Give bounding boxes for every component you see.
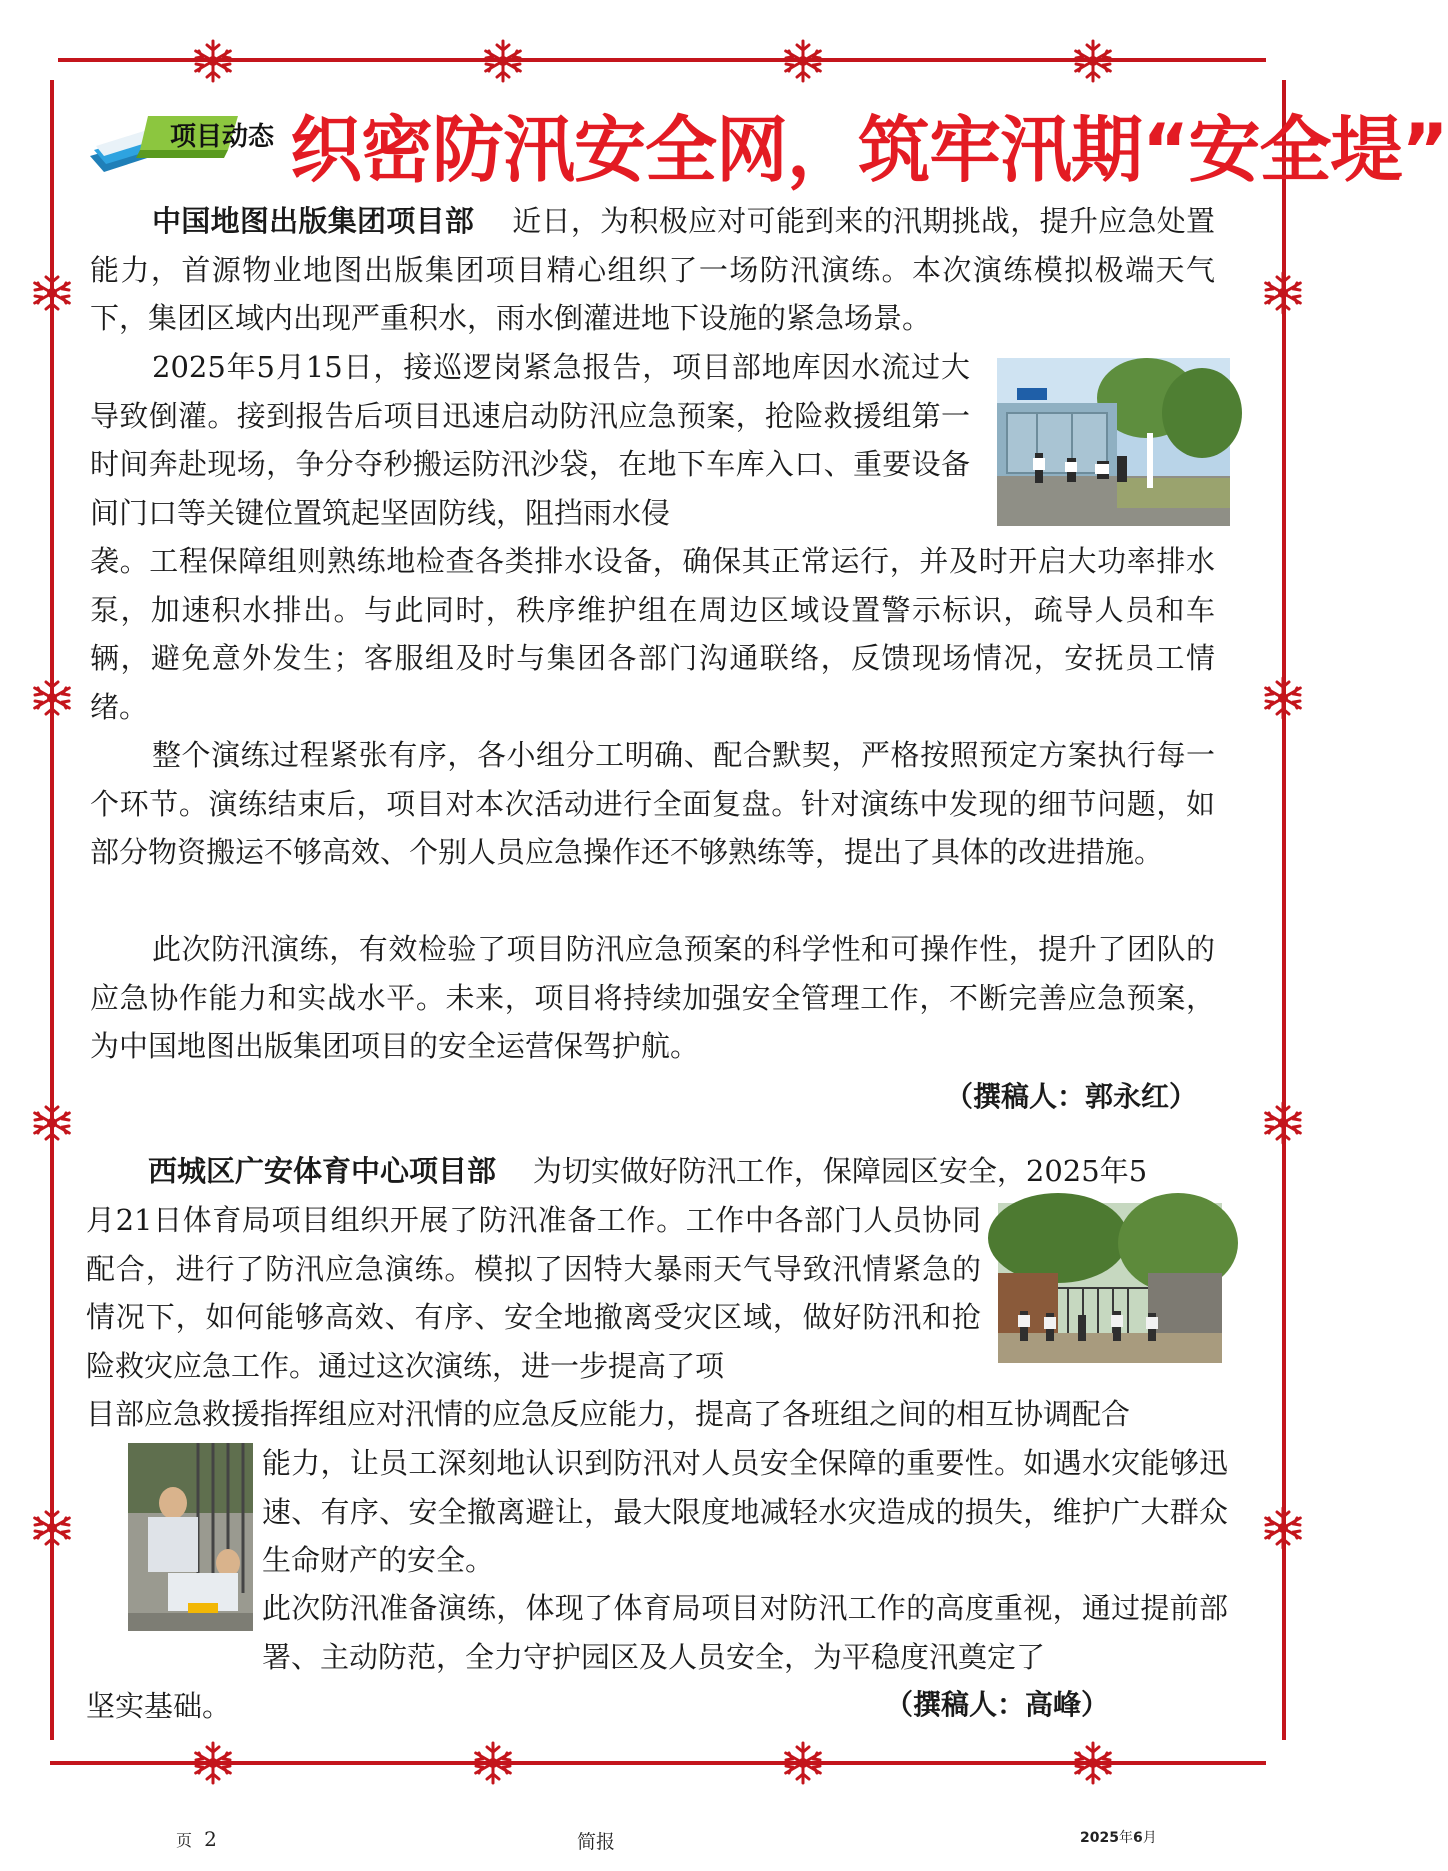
snowflake-icon [1260, 675, 1306, 721]
article2-paragraph: 此次防汛准备演练，体现了体育局项目对防汛工作的高度重视，通过提前部署、主动防范，全力守护园区及人员安全，为平稳度汛奠定了 [262, 1591, 1228, 1674]
article2-paragraph: 目部应急救援指挥组应对汛情的应急反应能力，提高了各班组之间的相互协调配合 [86, 1397, 1131, 1431]
article2-paragraph: 能力，让员工深刻地认识到防汛对人员安全保障的重要性。如遇水灾能够迅速、有序、安全撤离避让，最大限度地减轻水灾造成的损失，维护广大群众生命财产的安全。 [262, 1446, 1228, 1577]
snowflake-icon [470, 1740, 516, 1786]
snowflake-icon [29, 270, 75, 316]
article1-byline: （撰稿人：郭永红） [945, 1080, 1198, 1113]
article1-intro [90, 197, 1215, 343]
photo-underground-garage-drill [997, 358, 1230, 526]
issue-year-unit: 年 [1118, 1830, 1133, 1846]
photo-sandbag-barrier [128, 1443, 253, 1631]
snowflake-icon [780, 1740, 826, 1786]
bulletin-label: 简报 [577, 1831, 616, 1853]
frame-right-line [1282, 80, 1286, 1740]
article2-byline: （撰稿人：高峰） [885, 1688, 1110, 1721]
issue-month: 6 [1132, 1830, 1143, 1846]
page-prefix: 页 [176, 1831, 193, 1850]
snowflake-icon [190, 1740, 236, 1786]
snowflake-icon [1070, 1740, 1116, 1786]
page-number [176, 1827, 217, 1851]
snowflake-icon [29, 1505, 75, 1551]
article1-paragraph: 此次防汛演练，有效检验了项目防汛应急预案的科学性和可操作性，提升了团队的应急协作能力和实战水平。未来，项目将持续加强安全管理工作，不断完善应急预案，为中国地图出版集团项目的安全运营保驾护航。 [90, 932, 1215, 1063]
page-number-value: 2 [204, 1827, 217, 1851]
snowflake-icon [1070, 38, 1116, 84]
snowflake-icon [780, 38, 826, 84]
issue-date [1080, 1827, 1157, 1847]
article1-paragraph: 整个演练过程紧张有序，各小组分工明确、配合默契，严格按照预定方案执行每一个环节。演练结束后，项目对本次活动进行全面复盘。针对演练中发现的细节问题，如部分物资搬运不够高效、个别人员应急操作还不够熟练等，提出了具体的改进措施。 [90, 738, 1215, 869]
article2-intro [86, 1147, 1236, 1196]
snowflake-icon [480, 38, 526, 84]
article1-lead: 中国地图出版集团项目部 [152, 204, 475, 238]
snowflake-icon [29, 675, 75, 721]
snowflake-icon [190, 38, 236, 84]
photo-gate-evacuation-drill [998, 1203, 1222, 1363]
issue-year: 2025 [1080, 1830, 1119, 1846]
article2-paragraph: 月21日体育局项目组织开展了防汛准备工作。工作中各部门人员协同配合，进行了防汛应急演练。模拟了因特大暴雨天气导致汛情紧急的情况下，如何能够高效、有序、安全地撤离受灾区域，做好防汛和抢险救灾应急工作。通过这次演练，进一步提高了项 [86, 1203, 981, 1383]
snowflake-icon [1260, 270, 1306, 316]
article2-lead: 西城区广安体育中心项目部 [148, 1154, 497, 1188]
headline: 织密防汛安全网，筑牢汛期“安全堤” [290, 108, 1448, 192]
article2-paragraph: 坚实基础。 [86, 1689, 232, 1723]
snowflake-icon [1260, 1505, 1306, 1551]
section-label: 项目动态 [170, 122, 275, 152]
issue-month-unit: 月 [1142, 1830, 1157, 1846]
article1-paragraph: 近日，为积极应对可能到来的汛期挑战，提升应急处置能力，首源物业地图出版集团项目精心组织了一场防汛演练。本次演练模拟极端天气下，集团区域内出现严重积水，雨水倒灌进地下设施的紧急场景。 [90, 204, 1215, 335]
frame-left-line [50, 80, 54, 1740]
article2-paragraph: 为切实做好防汛工作，保障园区安全，2025年5 [532, 1154, 1148, 1188]
snowflake-icon [29, 1100, 75, 1146]
snowflake-icon [1260, 1100, 1306, 1146]
article1-paragraph: 2025年5月15日，接巡逻岗紧急报告，项目部地库因水流过大导致倒灌。接到报告后项目迅速启动防汛应急预案，抢险救援组第一时间奔赴现场，争分夺秒搬运防汛沙袋，在地下车库入口、重要设备间门口等关键位置筑起坚固防线，阻挡雨水侵 [90, 350, 970, 530]
article1-paragraph: 袭。工程保障组则熟练地检查各类排水设备，确保其正常运行，并及时开启大功率排水泵，加速积水排出。与此同时，秩序维护组在周边区域设置警示标识，疏导人员和车辆，避免意外发生；客服组及时与集团各部门沟通联络，反馈现场情况，安抚员工情绪。 [90, 544, 1215, 724]
